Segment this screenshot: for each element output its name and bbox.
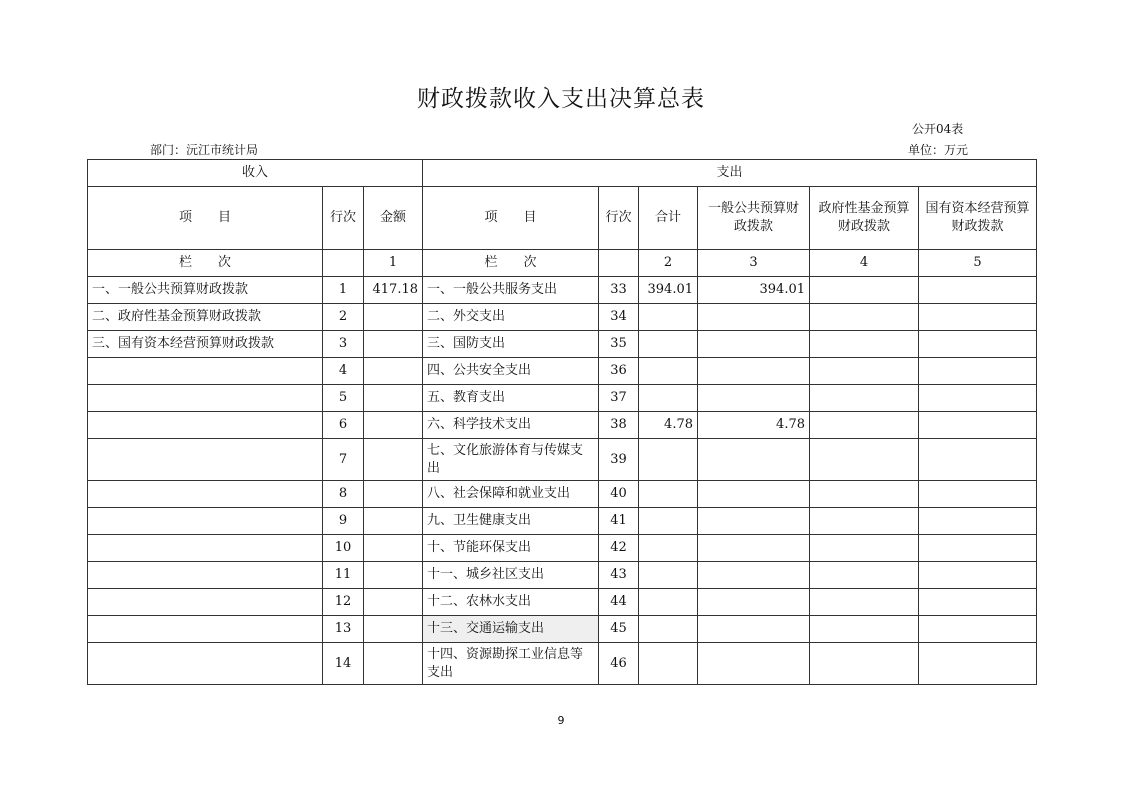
expense-item: 三、国防支出 [423, 331, 599, 358]
income-line-number: 14 [323, 643, 364, 685]
table-row [88, 412, 1037, 439]
table-row [88, 277, 1037, 304]
income-amount [364, 331, 423, 358]
income-amount [364, 439, 423, 481]
expense-item: 十二、农林水支出 [423, 589, 599, 616]
income-amount [364, 412, 423, 439]
column-number-5: 5 [919, 250, 1037, 277]
income-item [88, 439, 323, 481]
column-label-income: 栏 次 [88, 250, 323, 277]
income-line-number: 3 [323, 331, 364, 358]
form-number: 公开04表 [912, 122, 964, 136]
state-capital-amount [919, 643, 1037, 685]
income-amount [364, 643, 423, 685]
state-capital-amount [919, 535, 1037, 562]
expense-line-number: 43 [599, 562, 639, 589]
state-capital-amount [919, 616, 1037, 643]
gov-fund-amount [810, 412, 919, 439]
income-line-number: 4 [323, 358, 364, 385]
header-gov-fund: 政府性基金预算财政拨款 [810, 187, 919, 250]
general-budget-amount [698, 643, 810, 685]
expense-item: 四、公共安全支出 [423, 358, 599, 385]
expense-line-number: 35 [599, 331, 639, 358]
expense-line-number: 42 [599, 535, 639, 562]
column-number-2: 2 [639, 250, 698, 277]
expense-line-number: 34 [599, 304, 639, 331]
column-number-empty [323, 250, 364, 277]
income-amount: 417.18 [364, 277, 423, 304]
expense-line-number: 33 [599, 277, 639, 304]
expense-item: 二、外交支出 [423, 304, 599, 331]
table-row [88, 304, 1037, 331]
gov-fund-amount [810, 643, 919, 685]
gov-fund-amount [810, 439, 919, 481]
general-budget-amount [698, 562, 810, 589]
income-amount [364, 481, 423, 508]
general-budget-amount [698, 589, 810, 616]
general-budget-amount [698, 385, 810, 412]
expense-line-number: 38 [599, 412, 639, 439]
table-row [88, 331, 1037, 358]
expense-line-number: 45 [599, 616, 639, 643]
expense-total [639, 616, 698, 643]
income-item [88, 589, 323, 616]
gov-fund-amount [810, 562, 919, 589]
income-line-number: 13 [323, 616, 364, 643]
income-item [88, 508, 323, 535]
state-capital-amount [919, 331, 1037, 358]
general-budget-amount [698, 358, 810, 385]
gov-fund-amount [810, 304, 919, 331]
expense-item: 七、文化旅游体育与传媒支出 [423, 439, 599, 481]
income-line-number: 12 [323, 589, 364, 616]
expense-line-number: 39 [599, 439, 639, 481]
income-item [88, 412, 323, 439]
header-expense: 支出 [423, 160, 1037, 187]
department-label: 部门：沅江市统计局 [150, 143, 259, 157]
expense-line-number: 46 [599, 643, 639, 685]
header-income: 收入 [88, 160, 423, 187]
column-number-3: 3 [698, 250, 810, 277]
income-amount [364, 304, 423, 331]
income-item: 一、一般公共预算财政拨款 [88, 277, 323, 304]
expense-total [639, 643, 698, 685]
income-amount [364, 589, 423, 616]
expense-line-number: 40 [599, 481, 639, 508]
header-row-column-numbers [88, 250, 1037, 277]
expense-item: 八、社会保障和就业支出 [423, 481, 599, 508]
income-line-number: 6 [323, 412, 364, 439]
general-budget-amount [698, 508, 810, 535]
table-row [88, 616, 1037, 643]
expense-total [639, 508, 698, 535]
expense-total: 4.78 [639, 412, 698, 439]
income-line-number: 9 [323, 508, 364, 535]
expense-total [639, 481, 698, 508]
income-line-number: 1 [323, 277, 364, 304]
table-row [88, 385, 1037, 412]
page-title: 财政拨款收入支出决算总表 [417, 86, 705, 112]
gov-fund-amount [810, 589, 919, 616]
expense-line-number: 44 [599, 589, 639, 616]
expense-item: 九、卫生健康支出 [423, 508, 599, 535]
expense-item: 十四、资源勘探工业信息等支出 [423, 643, 599, 685]
header-amount: 金额 [364, 187, 423, 250]
gov-fund-amount [810, 277, 919, 304]
gov-fund-amount [810, 508, 919, 535]
expense-total [639, 385, 698, 412]
header-row-columns [88, 187, 1037, 250]
table-row [88, 562, 1037, 589]
income-item: 三、国有资本经营预算财政拨款 [88, 331, 323, 358]
state-capital-amount [919, 562, 1037, 589]
general-budget-amount [698, 439, 810, 481]
expense-item: 六、科学技术支出 [423, 412, 599, 439]
header-general-budget: 一般公共预算财政拨款 [698, 187, 810, 250]
expense-item: 五、教育支出 [423, 385, 599, 412]
expense-line-number: 41 [599, 508, 639, 535]
general-budget-amount: 4.78 [698, 412, 810, 439]
header-row-sections [88, 160, 1037, 187]
gov-fund-amount [810, 331, 919, 358]
unit-label: 单位：万元 [908, 143, 969, 157]
expense-total [639, 304, 698, 331]
income-item [88, 385, 323, 412]
expense-total [639, 589, 698, 616]
header-total: 合计 [639, 187, 698, 250]
general-budget-amount [698, 535, 810, 562]
gov-fund-amount [810, 481, 919, 508]
column-label-expense: 栏 次 [423, 250, 599, 277]
income-amount [364, 385, 423, 412]
state-capital-amount [919, 358, 1037, 385]
income-line-number: 11 [323, 562, 364, 589]
general-budget-amount [698, 304, 810, 331]
income-item [88, 643, 323, 685]
header-expense-item: 项 目 [423, 187, 599, 250]
income-item [88, 481, 323, 508]
income-amount [364, 358, 423, 385]
income-line-number: 2 [323, 304, 364, 331]
expense-line-number: 37 [599, 385, 639, 412]
header-expense-line: 行次 [599, 187, 639, 250]
state-capital-amount [919, 589, 1037, 616]
gov-fund-amount [810, 616, 919, 643]
state-capital-amount [919, 412, 1037, 439]
income-amount [364, 508, 423, 535]
expense-total: 394.01 [639, 277, 698, 304]
table-row [88, 508, 1037, 535]
gov-fund-amount [810, 358, 919, 385]
state-capital-amount [919, 277, 1037, 304]
general-budget-amount [698, 481, 810, 508]
state-capital-amount [919, 439, 1037, 481]
expense-item: 十、节能环保支出 [423, 535, 599, 562]
column-number-empty [599, 250, 639, 277]
state-capital-amount [919, 508, 1037, 535]
expense-total [639, 535, 698, 562]
header-income-line: 行次 [323, 187, 364, 250]
income-amount [364, 562, 423, 589]
expense-item: 十三、交通运输支出 [423, 616, 599, 643]
income-item [88, 358, 323, 385]
income-line-number: 10 [323, 535, 364, 562]
income-amount [364, 616, 423, 643]
gov-fund-amount [810, 535, 919, 562]
state-capital-amount [919, 385, 1037, 412]
table-row [88, 358, 1037, 385]
header-state-capital: 国有资本经营预算财政拨款 [919, 187, 1037, 250]
expense-line-number: 36 [599, 358, 639, 385]
expense-total [639, 358, 698, 385]
state-capital-amount [919, 304, 1037, 331]
fiscal-summary-table [87, 159, 1037, 685]
income-item: 二、政府性基金预算财政拨款 [88, 304, 323, 331]
general-budget-amount [698, 616, 810, 643]
gov-fund-amount [810, 385, 919, 412]
column-number-1: 1 [364, 250, 423, 277]
income-line-number: 7 [323, 439, 364, 481]
income-item [88, 535, 323, 562]
state-capital-amount [919, 481, 1037, 508]
income-item [88, 616, 323, 643]
general-budget-amount [698, 331, 810, 358]
table-row [88, 439, 1037, 481]
income-line-number: 5 [323, 385, 364, 412]
expense-item: 一、一般公共服务支出 [423, 277, 599, 304]
income-line-number: 8 [323, 481, 364, 508]
header-income-item: 项 目 [88, 187, 323, 250]
page-number: 9 [557, 714, 565, 727]
expense-total [639, 331, 698, 358]
expense-total [639, 439, 698, 481]
general-budget-amount: 394.01 [698, 277, 810, 304]
income-amount [364, 535, 423, 562]
table-row [88, 481, 1037, 508]
expense-total [639, 562, 698, 589]
table-row [88, 589, 1037, 616]
column-number-4: 4 [810, 250, 919, 277]
table-row [88, 535, 1037, 562]
income-item [88, 562, 323, 589]
table-row [88, 643, 1037, 685]
expense-item: 十一、城乡社区支出 [423, 562, 599, 589]
